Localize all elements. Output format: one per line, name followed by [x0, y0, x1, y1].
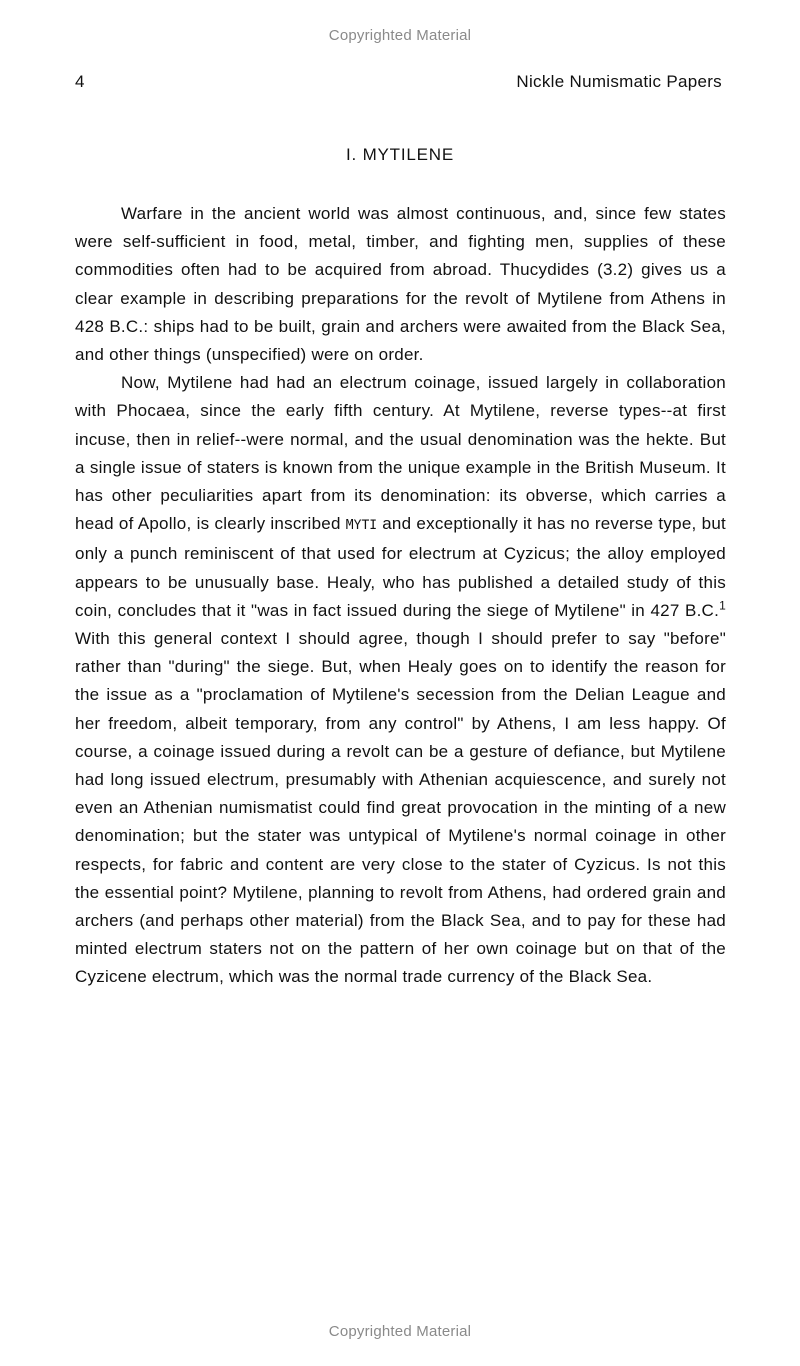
copyright-watermark-bottom: Copyrighted Material [328, 1323, 472, 1340]
section-title: I. MYTILENE [346, 145, 454, 164]
coin-inscription: MΥΤΙ [345, 518, 378, 534]
paragraph-2-part-c: With this general context I should agree, though I should prefer to say "before" rather than "during" the siege. But, when Healy goes on to identify the reason for the issue as a "proclamation of Mytilene's secession from the Delian League and her freedom, albeit temporary, from any control" by Athens, I am less happy. Of course, a coinage issued during a revolt can be a gesture of defiance, but Mytilene had long issued electrum, presumably with Athenian acquiescence, and surely not even an Athenian numismatist could find great provocation in the minting of a new denomination; but the stater was untypical of Mytilene's normal coinage in other respects, for fabric and content are very close to the stater of Cyzicus. Is not this the essential point? Mytilene, planning to revolt from Athens, had ordered grain and archers (and perhaps other material) from the Black Sea, and to pay for these had minted electrum staters not on the pattern of her own coinage but on that of the Cyzicene electrum, which was the normal trade currency of the Black Sea. [75, 629, 726, 987]
page-number: 4 [75, 72, 85, 91]
footnote-reference: 1 [719, 598, 726, 613]
paragraph-2-part-a: Now, Mytilene had had an electrum coinage, issued largely in collaboration with Phocaea, since the early fifth century. At Mytilene, reverse types--at first incuse, then in relief--were normal, and the usual denomination was the hekte. But a single issue of staters is known from the unique example in the British Museum. It has other peculiarities apart from its denomination: its obverse, which carries a head of Apollo, is clearly inscribed [75, 373, 726, 534]
running-title: Nickle Numismatic Papers [516, 72, 722, 91]
body-text [75, 200, 726, 992]
paragraph-1: Warfare in the ancient world was almost continuous, and, since few states were self-sufficient in food, metal, timber, and fighting men, supplies of these commodities often had to be acquired from abroad. Thucydides (3.2) gives us a clear example in describing preparations for the revolt of Mytilene from Athens in 428 B.C.: ships had to be built, grain and archers were awaited from the Black Sea, and other things (unspecified) were on order. [75, 204, 726, 365]
copyright-watermark-top: Copyrighted Material [328, 27, 472, 44]
paragraph-2-part-b: and exceptionally it has no reverse type, but only a punch reminiscent of that used for electrum at Cyzicus; the alloy employed appears to be unusually base. Healy, who has published a detailed study of this coin, concludes that it "was in fact issued during the siege of Mytilene" in 427 B.C. [75, 514, 726, 620]
paragraph-2 [75, 369, 726, 991]
